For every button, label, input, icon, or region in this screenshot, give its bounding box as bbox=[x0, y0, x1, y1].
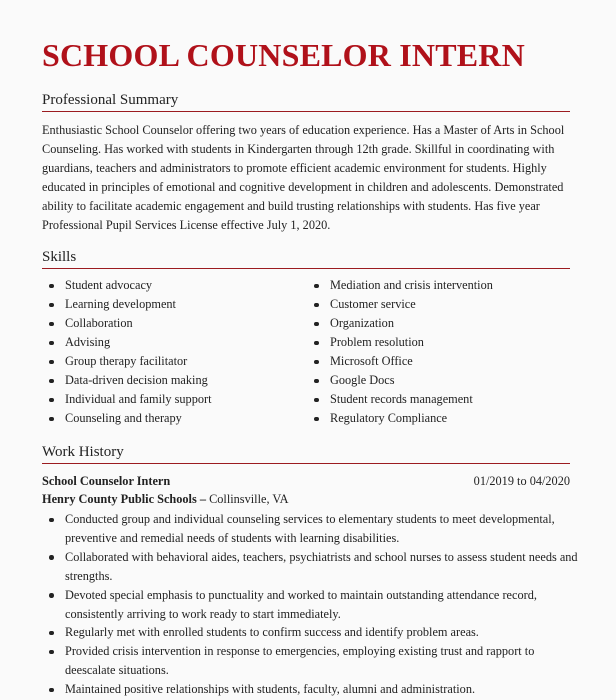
job-company: Henry County Public Schools bbox=[42, 492, 197, 506]
job-employer bbox=[42, 491, 289, 507]
skill-item: Learning development bbox=[42, 295, 212, 314]
skill-item: Problem resolution bbox=[307, 333, 493, 352]
skill-item: Advising bbox=[42, 333, 212, 352]
job-bullet: Collaborated with behavioral aides, teachers, psychiatrists and school nurses to assess student needs and strengths. bbox=[42, 548, 582, 586]
skill-item: Google Docs bbox=[307, 371, 493, 390]
job-bullet: Maintained positive relationships with students, faculty, alumni and administration. bbox=[42, 680, 582, 699]
job-bullet: Regularly met with enrolled students to confirm success and identify problem areas. bbox=[42, 623, 582, 642]
job-bullet: Provided crisis intervention in response to emergencies, employing existing trust and rapport to deescalate situations. bbox=[42, 642, 582, 680]
skill-item: Data-driven decision making bbox=[42, 371, 212, 390]
section-heading-work-history: Work History bbox=[42, 443, 570, 464]
skill-item: Microsoft Office bbox=[307, 352, 493, 371]
section-heading-summary: Professional Summary bbox=[42, 91, 570, 112]
skill-item: Individual and family support bbox=[42, 390, 212, 409]
skill-item: Student advocacy bbox=[42, 276, 212, 295]
job-bullets bbox=[42, 510, 582, 699]
skill-item: Counseling and therapy bbox=[42, 409, 212, 428]
skill-item: Student records management bbox=[307, 390, 493, 409]
skills-list-right bbox=[307, 276, 493, 428]
job-bullet: Conducted group and individual counseling services to elementary students to meet developmental, preventive and remedial needs of students with learning disabilities. bbox=[42, 510, 582, 548]
resume-title: SCHOOL COUNSELOR INTERN bbox=[42, 37, 525, 73]
skill-item: Collaboration bbox=[42, 314, 212, 333]
job-dates: 01/2019 to 04/2020 bbox=[473, 474, 570, 488]
skill-item: Organization bbox=[307, 314, 493, 333]
skill-item: Customer service bbox=[307, 295, 493, 314]
skill-item: Regulatory Compliance bbox=[307, 409, 493, 428]
job-title: School Counselor Intern bbox=[42, 474, 171, 488]
company-location-separator: – bbox=[196, 492, 210, 506]
job-bullet: Devoted special emphasis to punctuality and worked to maintain outstanding attendance record, consistently arriving to work ready to start immediately. bbox=[42, 586, 582, 624]
skill-item: Mediation and crisis intervention bbox=[307, 276, 493, 295]
section-heading-skills: Skills bbox=[42, 248, 570, 269]
summary-text: Enthusiastic School Counselor offering two years of education experience. Has a Master of Arts in School Counseling. Has worked with students in Kindergarten through 12th grade. Skillful in coordinating with guardians, teachers and administrators to promote efficient academic environment for students. Highly educated in principles of emotional and cognitive development in children and adolescents. Demonstrated ability to facilitate academic engagement and build trusting relationships with students. Has five year Professional Pupil Services License effective July 1, 2020. bbox=[42, 123, 565, 232]
skills-list-left bbox=[42, 276, 212, 428]
job-location: Collinsville, VA bbox=[209, 492, 289, 506]
skill-item: Group therapy facilitator bbox=[42, 352, 212, 371]
